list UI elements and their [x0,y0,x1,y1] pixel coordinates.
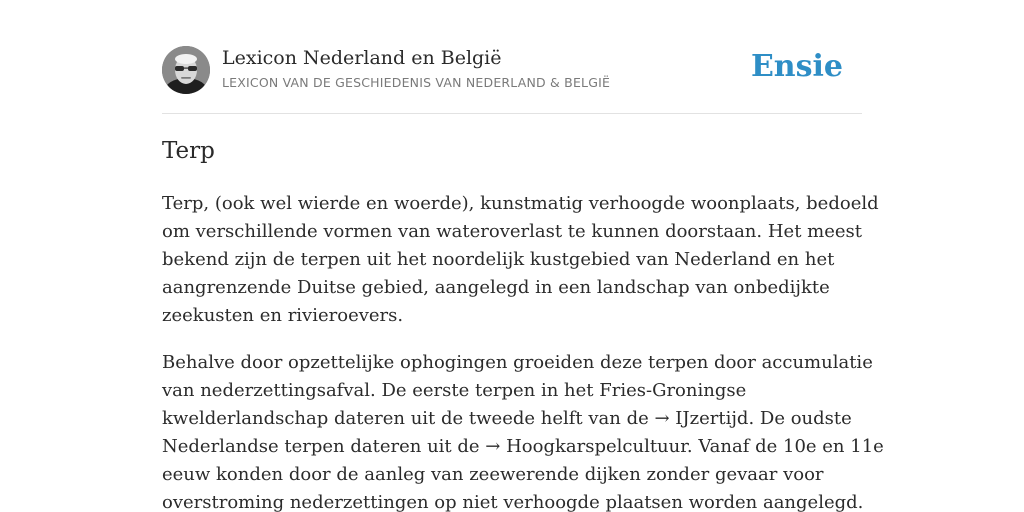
paragraph-line: om verschillende vormen van wateroverlast te kunnen doorstaan. Het meest [162,221,862,242]
paragraph-line: van nederzettingsafval. De eerste terpen in het Fries-Groningse [162,380,747,401]
paragraph [162,349,884,512]
paragraph-line: aangrenzende Duitse gebied, aangelegd in een landschap van onbedijkte [162,277,830,298]
site-title[interactable]: Lexicon Nederland en België [222,47,502,69]
paragraph-line: Terp, (ook wel wierde en woerde), kunstmatig verhoogde woonplaats, bedoeld [162,193,879,214]
paragraph-line: bekend zijn de terpen uit het noordelijk kustgebied van Nederland en het [162,249,835,270]
article-title: Terp [162,138,215,164]
author-portrait-icon[interactable] [162,46,210,94]
paragraph-line: eeuw konden door de aanleg van zeewerende dijken zonder gevaar voor [162,464,824,485]
brand-logo[interactable]: Ensie [750,49,843,84]
site-header [162,46,862,114]
paragraph-line: zeekusten en rivieroevers. [162,305,404,326]
paragraph-line: overstroming nederzettingen op niet verhoogde plaatsen worden aangelegd. [162,492,864,512]
paragraph-line: Behalve door opzettelijke ophogingen groeiden deze terpen door accumulatie [162,352,873,373]
site-subtitle: LEXICON VAN DE GESCHIEDENIS VAN NEDERLAND & BELGIË [222,75,611,90]
paragraph-line-with-link-ijzertijd[interactable]: kwelderlandschap dateren uit de tweede helft van de → IJzertijd. De oudste [162,408,852,429]
article-body [162,190,884,512]
paragraph-line-with-link-hoogkarspelcultuur[interactable]: Nederlandse terpen dateren uit de → Hoogkarspelcultuur. Vanaf de 10e en 11e [162,436,884,457]
paragraph [162,190,879,330]
